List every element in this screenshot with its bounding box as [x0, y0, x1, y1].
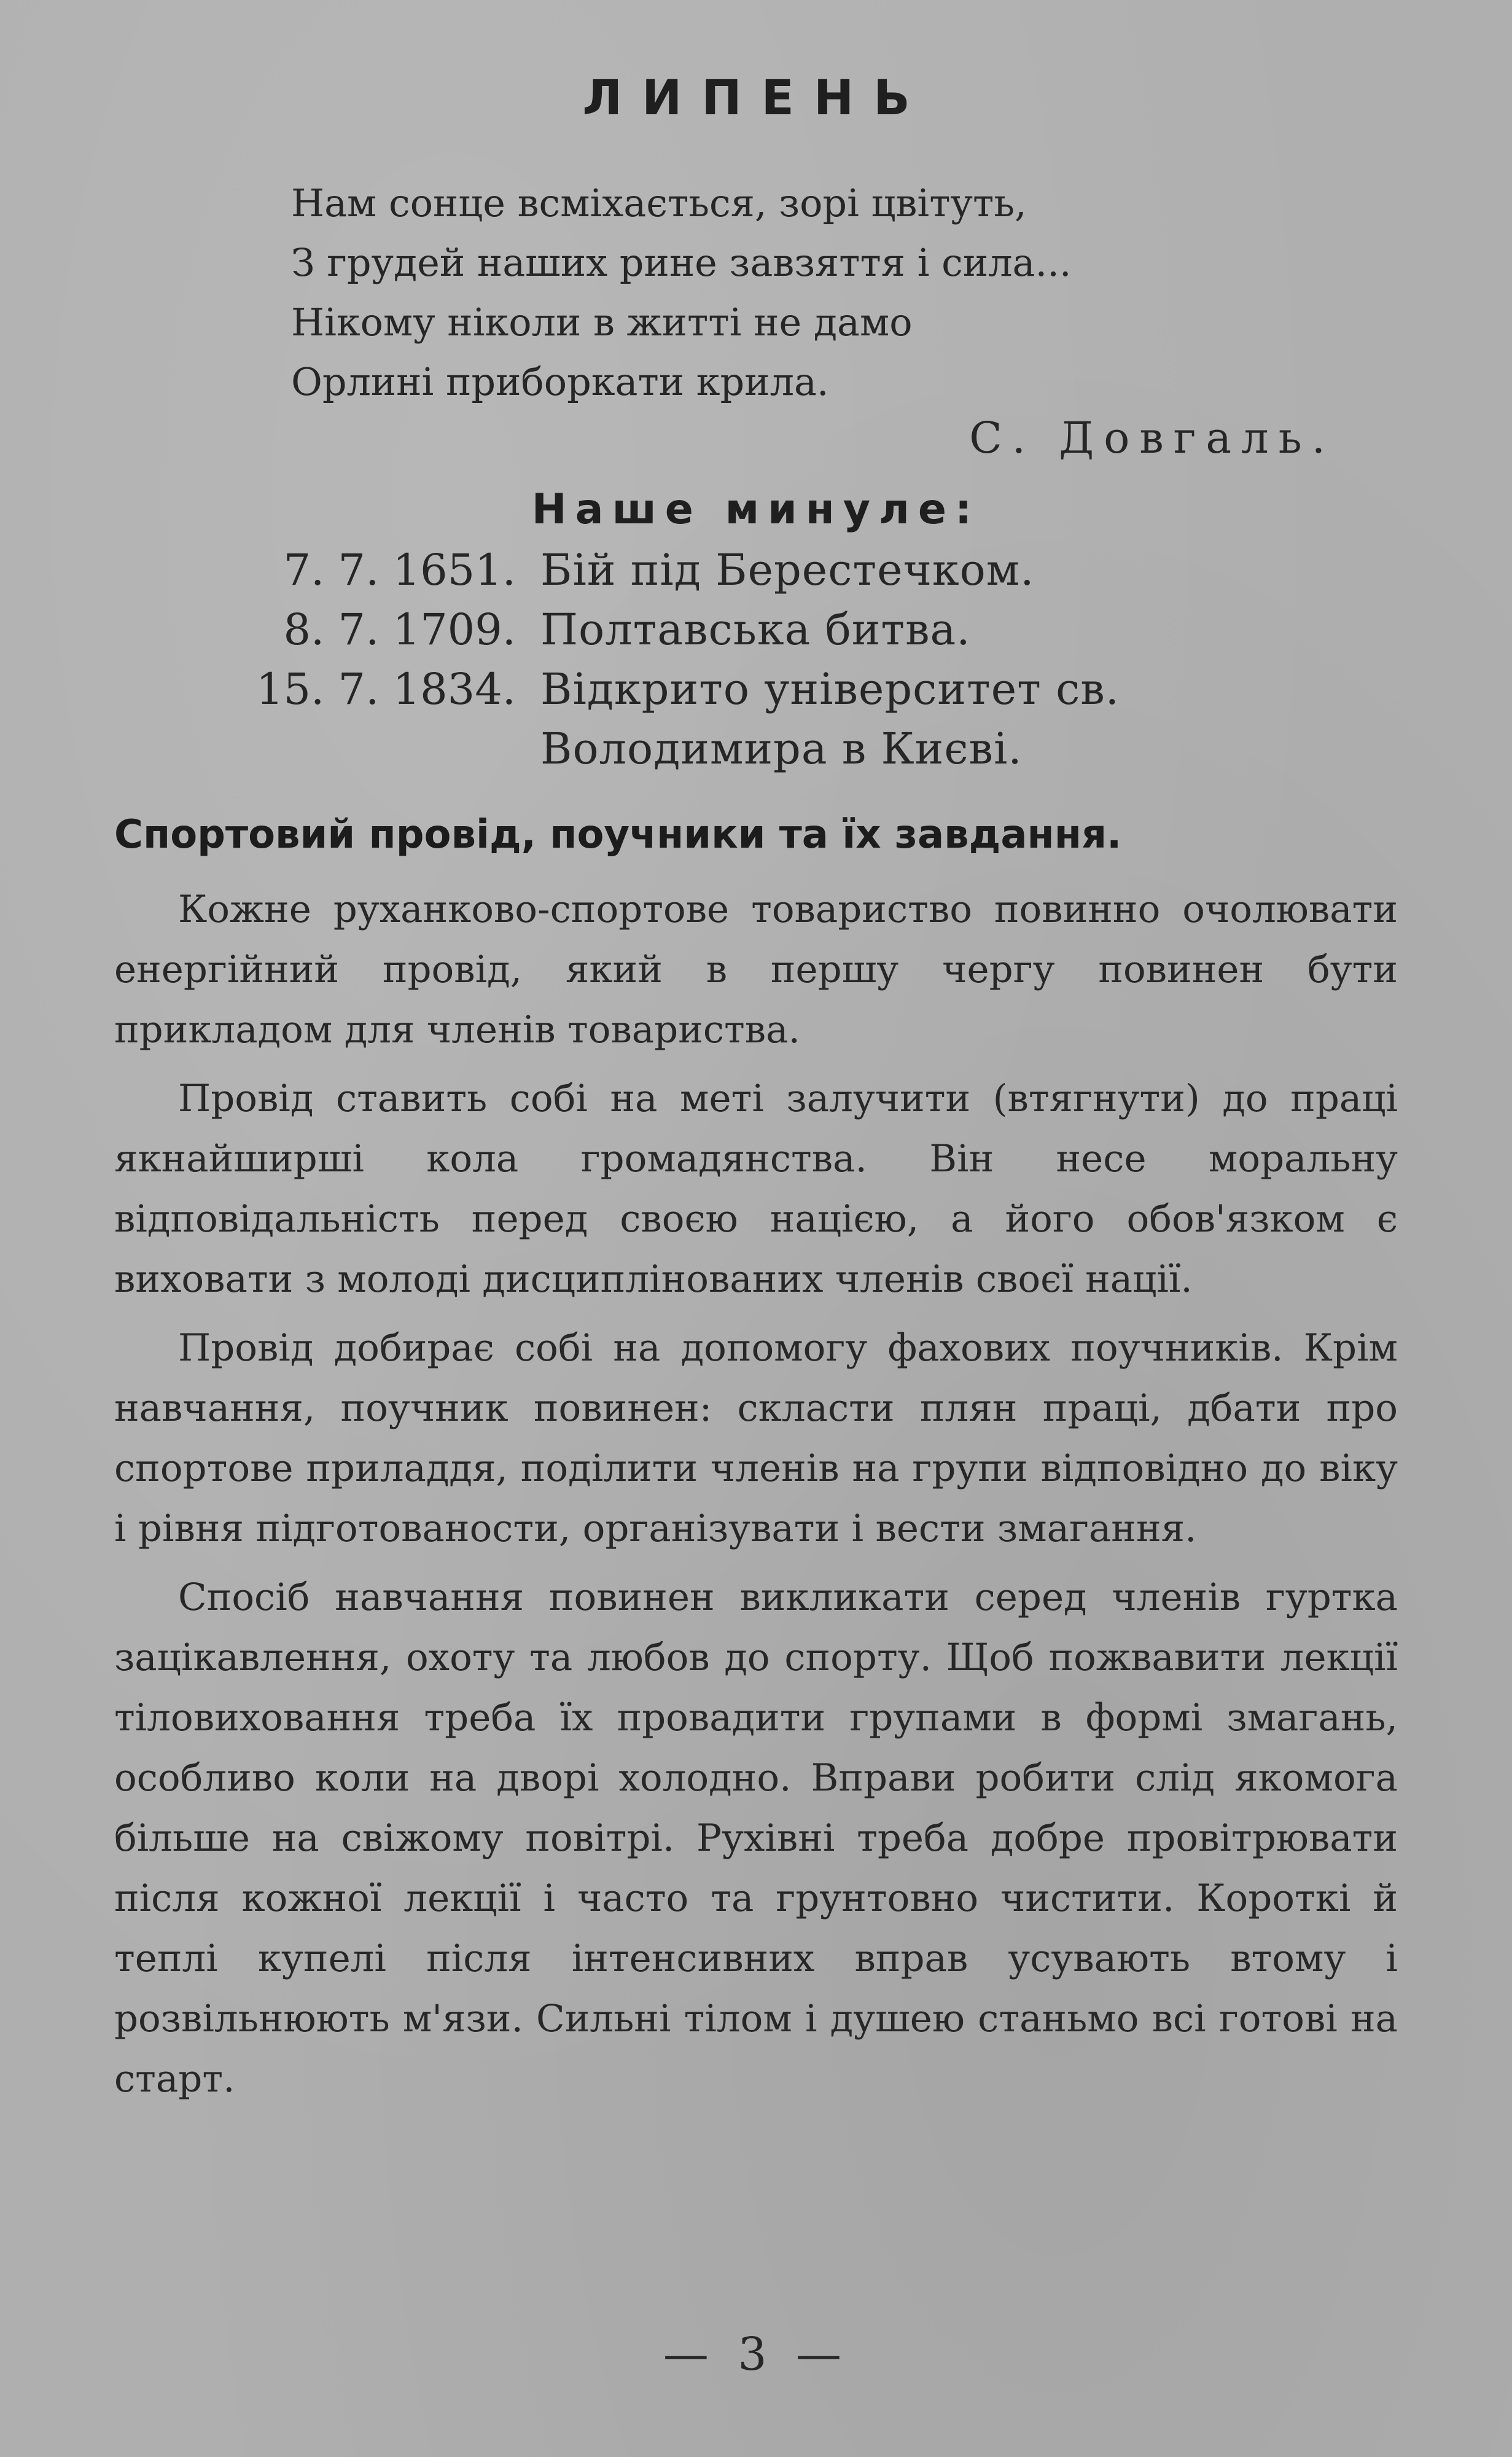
event-text: Бій під Берестечком.	[540, 545, 1035, 595]
event-date: 8. 7. 1709.	[283, 604, 516, 655]
article-paragraph: Спосіб навчання повинен викликати серед членів гуртка зацікавлення, охоту та любов до спорту. Щоб пожвавити лекції тіловиховання треба їх провадити групами в формі змагань, особливо коли на дворі холодно. Вправи робити слід якомога більше на свіжому повітрі. Рухівні треба добре провітрювати після кожної лекції і часто та грунтовно чистити. Короткі й теплі купелі після інтенсивних вправ усувають втому і розвільнюють м'язи. Сильні тілом і душею станьмо всі готові на старт.	[114, 1576, 1398, 2101]
event-item	[197, 541, 1400, 600]
poem-line: Нікому ніколи в житті не дамо	[291, 300, 913, 345]
page-number: — 3 —	[663, 2328, 849, 2381]
event-text: Відкрито університет св. Володимира в Києві.	[540, 664, 1120, 774]
event-item	[197, 600, 1400, 660]
historical-events-list	[197, 541, 1400, 779]
event-date: 15. 7. 1834.	[255, 664, 516, 714]
event-date: 7. 7. 1651.	[283, 545, 516, 595]
article-heading: Спортовий провід, поучники та їх завдання.	[114, 812, 1122, 857]
poem-epigraph	[291, 173, 1072, 412]
past-heading: Наше минуле:	[531, 485, 981, 534]
article-paragraph: Провід ставить собі на меті залучити (втягнути) до праці якнайширші кола громадянства. Він несе моральну відповідальність перед своєю нацією, а його обов'язком є виховати з молоді дисциплінованих членів своєї нації.	[114, 1077, 1398, 1301]
event-item	[197, 660, 1400, 779]
poem-line: Орлині приборкати крила.	[291, 359, 829, 404]
article-paragraph: Провід добирає собі на допомогу фахових поучників. Крім навчання, поучник повинен: скласти плян праці, дбати про спортове приладдя, поділити членів на групи відповідно до віку і рівня підготованости, організувати і вести змагання.	[114, 1326, 1398, 1550]
poem-author: С. Довгаль.	[969, 413, 1335, 463]
article-body	[114, 880, 1398, 2118]
month-title: ЛИПЕНЬ	[582, 71, 930, 126]
poem-line: Нам сонце всміхається, зорі цвітуть,	[291, 181, 1027, 225]
article-paragraph: Кожне руханково-спортове товариство повинно очолювати енергійний провід, який в першу чергу повинен бути прикладом для членів товариства.	[114, 888, 1398, 1052]
event-text: Полтавська битва.	[540, 604, 971, 655]
poem-line: З грудей наших рине завзяття і сила...	[291, 240, 1072, 285]
